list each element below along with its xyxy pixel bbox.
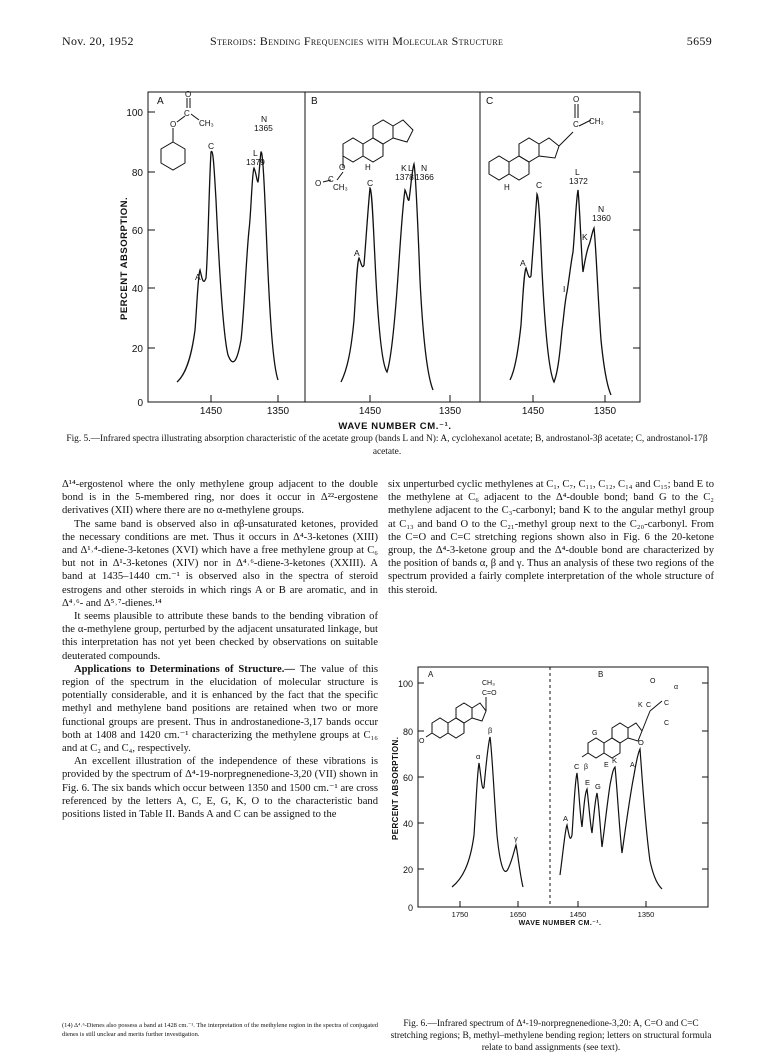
fig5-xtick: 1450 (199, 406, 223, 417)
fig5-xtick: 1350 (438, 406, 462, 417)
fig5-b-peak-label: N (421, 163, 428, 173)
figure-6-caption: Fig. 6.—Infrared spectrum of Δ⁴-19-norpregnenedione-3,20: A, C=O and C=C stretching regions; B, methyl–methylene bending region; letters on structural formula relate to band assignments (see text). (390, 1019, 712, 1053)
fig6-peak-label: G (595, 782, 601, 791)
fig5-a-carbonyl-o: O (185, 90, 192, 99)
fig6-peak-label: α (476, 752, 481, 761)
figure-5-plot (115, 90, 655, 452)
fig6-peak-label: K (612, 756, 618, 765)
fig6-peak-label: O (638, 738, 644, 747)
fig5-ytick-0: 0 (137, 398, 143, 409)
fig6-y-axis-title: PERCENT ABSORPTION. (391, 736, 400, 840)
fig5-c-peak-label: C (536, 180, 543, 190)
fig6-b-methyl-c: C (664, 700, 670, 707)
fig6-spectrum-a (452, 737, 523, 887)
fig6-a-ketone-o: O (419, 738, 425, 745)
fig6-peak-label: C (574, 762, 580, 771)
fig5-a-peak-label: C (208, 141, 215, 151)
fig5-xtick: 1350 (593, 406, 617, 417)
fig5-c-peak-label: A (520, 258, 526, 268)
fig6-ytick-60: 60 (402, 773, 413, 783)
text-column-left (62, 478, 378, 821)
fig6-ytick-80: 80 (402, 727, 413, 737)
text-column-right (388, 478, 714, 597)
running-header (62, 34, 712, 50)
section-heading: Applications to Determinations of Structure.— (74, 663, 295, 675)
fig6-b-carbonyl-o: O (650, 678, 656, 685)
fig5-b-hydrogen: H (365, 163, 371, 172)
figure-6 (388, 665, 716, 1015)
fig5-a-peak-label: 1379 (246, 157, 265, 167)
fig5-c-carbon: C (573, 120, 579, 129)
fig6-structure-a (426, 697, 486, 738)
paragraph: Δ¹⁴-ergostenol where the only methylene group adjacent to the double bond is in the 5-membered ring, nor does it occur in Δ²²-ergostene derivatives (XII) where there are no α-methylene groups. (62, 479, 378, 517)
fig5-b-peak-label: C (367, 178, 374, 188)
fig6-ytick-40: 40 (402, 819, 413, 829)
fig5-b-peak-label: K (401, 163, 407, 173)
fig6-a-methyl: CH₃ (482, 680, 495, 687)
fig5-ytick-20: 20 (131, 344, 143, 355)
fig6-panel-label-a: A (428, 670, 434, 679)
fig5-structure-a (161, 98, 199, 170)
fig6-peak-label: γ (514, 834, 518, 843)
fig6-b-label-c: C (664, 720, 670, 727)
fig5-ytick-80: 80 (131, 168, 143, 179)
fig5-ytick-60: 60 (131, 226, 143, 237)
fig6-b-label-beta: β (584, 764, 589, 771)
fig5-c-peak-label: K (582, 232, 588, 242)
fig5-c-carbonyl-o: O (573, 95, 580, 104)
fig6-xtick: 1450 (569, 910, 587, 919)
fig5-a-peak-label: L (253, 148, 258, 158)
fig5-b-methyl: CH₃ (333, 183, 348, 192)
figure-5 (115, 90, 655, 452)
fig5-x-axis-title: WAVE NUMBER CM.⁻¹. (338, 421, 452, 432)
fig5-a-ester-o: O (170, 120, 177, 129)
paragraph: An excellent illustration of the independence of these vibrations is provided by the spectrum of Δ⁴-19-norpregnenedione-3,20 (VII) shown in Fig. 6. The six bands which occur between 1350 and 1500 cm.⁻¹ are cross referenced by the letters A, C, E, G, K, O to the characteristic band positions listed in Table II. Bands A and C can be assigned to the (62, 756, 378, 821)
paragraph: The same band is observed also in αβ-unsaturated ketones, provided the necessary conditions are met. Thus it occurs in Δ⁴-3-ketones (XIII) and Δ¹˒⁴-diene-3-ketones (XVI) which have a free methylene group at C₆ but not in Δ¹-3-ketones (XIV) nor in Δ⁴˒⁶-diene-3-ketones (XXIII). A band at 1435–1440 cm.⁻¹ is observed also in the spectra of steroid estrogens and other steroids in which rings A or B are aromatic, and in Δ⁴˒⁶- and Δ⁵˒⁷-dienes.¹⁴ (62, 518, 378, 609)
fig6-peak-label: β (488, 726, 493, 735)
fig6-b-label-alpha: α (674, 684, 679, 691)
fig5-panel-label-a: A (157, 96, 164, 107)
fig5-b-peak-label: L (408, 163, 413, 173)
footnote: (14) Δ⁴˒⁶-Dienes also possess a band at 1428 cm.⁻¹. The interpretation of the methylene region in the spectra of conjugated dienes is still unclear and merits further investigation. (62, 1022, 378, 1038)
header-date: Nov. 20, 1952 (62, 34, 134, 48)
fig5-a-methyl: CH₃ (199, 119, 214, 128)
fig5-panel-label-b: B (311, 96, 318, 107)
fig5-ytick-100: 100 (126, 108, 143, 119)
fig5-c-peak-label: N (598, 204, 605, 214)
fig5-a-peak-label: N (261, 114, 268, 124)
fig5-c-peak-label: 1360 (592, 213, 611, 223)
fig5-b-peak-label: 1366 (415, 172, 434, 182)
fig5-b-ester-o: O (339, 163, 346, 172)
fig5-a-peak-label: A (195, 272, 201, 282)
fig6-ytick-0: 0 (407, 903, 413, 913)
fig5-xtick: 1450 (521, 406, 545, 417)
fig6-panel-label-b: B (598, 670, 604, 679)
fig6-xtick: 1750 (451, 910, 469, 919)
figure-6-plot (388, 665, 716, 1015)
fig5-b-carbon: C (328, 175, 334, 184)
fig6-b-label-g: G (592, 730, 598, 737)
fig6-peak-label: A (563, 814, 569, 823)
fig5-b-carbonyl-o: O (315, 179, 322, 188)
fig6-peak-label: E (585, 778, 591, 787)
fig5-c-peak-label: 1372 (569, 176, 588, 186)
fig5-spectrum-b (341, 164, 433, 390)
paragraph: six unperturbed cyclic methylenes at C₁, C₇, C₁₁, C₁₂, C₁₄ and C₁₅; band E to the methylene at C₆ adjacent to the Δ⁴-double bond; band G to the C₂ methylene adjacent to the C₃-carbonyl; band K to the angular methyl group at C₁₃ and band O to the C₂₁-methyl group next to the C₂₀-carbonyl. From the C=O and C=C stretching regions shown also in Fig. 6 the 20-ketone group, the Δ⁴-3-ketone group and the Δ⁴-double bond are characterized by the position of bands α, β and γ. Thus an analysis of these two regions of the spectrum provided a fairly complete interpretation of the whole structure of this steroid. (388, 479, 714, 596)
fig5-c-hydrogen: H (504, 183, 510, 192)
fig6-ytick-20: 20 (402, 865, 413, 875)
fig5-c-peak-label: L (575, 167, 580, 177)
fig6-ytick-100: 100 (397, 679, 413, 689)
header-title: Steroids: Bending Frequencies with Molecular Structure (210, 34, 504, 48)
fig6-b-label-e: E (604, 762, 609, 769)
fig6-b-label-a: A (630, 762, 635, 769)
fig6-b-label-k: K (638, 702, 643, 709)
fig5-y-axis-title: PERCENT ABSORPTION. (119, 196, 130, 320)
fig5-a-carbon: C (184, 109, 190, 118)
fig5-xtick: 1350 (266, 406, 290, 417)
fig5-spectrum-a (177, 151, 278, 382)
fig5-panel-label-c: C (486, 96, 494, 107)
fig6-a-carbonyl: C=O (482, 690, 497, 697)
fig6-x-axis-title: WAVE NUMBER CM.⁻¹. (518, 920, 602, 927)
paragraph-text: The value of this region of the spectrum in the elucidation of molecular structure is potentially considerable, and it is enhanced by the fact that the specific methyl and methylene band positions are retained when two or more functional groups are present. Thus in androstanedione-3,17 bands occur both at 1408 and 1420 cm.⁻¹ characterizing the methylene groups at C₁₆ and at C₂ and C₄, respectively. (62, 663, 378, 755)
fig5-xtick: 1450 (358, 406, 382, 417)
fig6-xtick: 1350 (637, 910, 655, 919)
figure-5-caption: Fig. 5.—Infrared spectra illustrating absorption characteristic of the acetate group (bands L and N): A, cyclohexanol acetate; B, androstanol-3β acetate; C, androstanol-17β acetate. (66, 434, 708, 457)
fig6-xtick: 1650 (509, 910, 527, 919)
fig6-b-carbon: C (646, 702, 652, 709)
paragraph (62, 663, 378, 755)
fig5-c-peak-label: I (563, 284, 566, 294)
header-page-number: 5659 (686, 34, 712, 48)
fig5-b-peak-label: A (354, 248, 360, 258)
fig5-b-peak-label: 1378 (395, 172, 414, 182)
paragraph: It seems plausible to attribute these bands to the bending vibration of the α-methylene group, perturbed by the adjacent unsaturated linkage, but this interpretation has not yet been checked by observations on suitable deuterated compounds. (62, 611, 378, 662)
fig5-c-methyl: CH₃ (589, 117, 604, 126)
fig5-a-peak-label: 1365 (254, 123, 273, 133)
fig5-ytick-40: 40 (131, 284, 143, 295)
